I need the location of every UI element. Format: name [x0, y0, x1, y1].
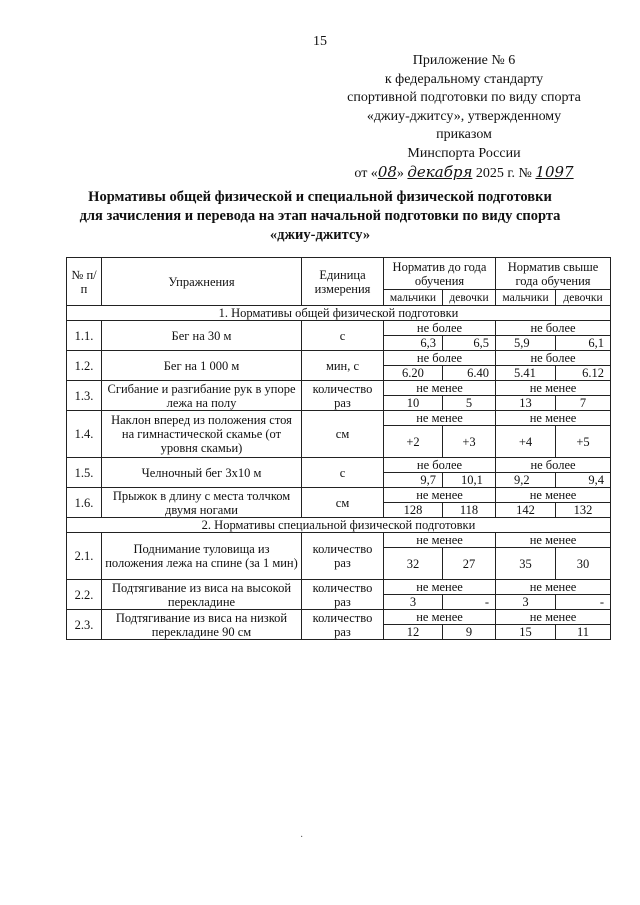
value-cell: 11 — [556, 625, 611, 640]
value-cell: - — [443, 595, 496, 610]
row-unit: количество раз — [302, 381, 384, 411]
row-unit: с — [302, 458, 384, 488]
row-condition: не более — [496, 321, 611, 336]
row-exercise: Сгибание и разгибание рук в упоре лежа на полу — [102, 381, 302, 411]
row-num: 1.3. — [67, 381, 102, 411]
value-cell: - — [556, 595, 611, 610]
row-exercise: Подтягивание из виса на высокой перекладине — [102, 580, 302, 610]
appendix-line: Приложение № 6 — [412, 53, 516, 68]
value-cell: 118 — [443, 503, 496, 518]
value-cell: 7 — [556, 396, 611, 411]
row-condition: не менее — [496, 411, 611, 426]
row-condition: не менее — [384, 411, 496, 426]
value-cell: 6,5 — [443, 336, 496, 351]
row-condition: не менее — [496, 381, 611, 396]
row-num: 1.2. — [67, 351, 102, 381]
header-boys: мальчики — [384, 290, 443, 306]
row-num: 1.6. — [67, 488, 102, 518]
title-line: Нормативы общей физической и специальной физической подготовки — [88, 189, 552, 205]
value-cell: 3 — [496, 595, 556, 610]
row-exercise: Наклон вперед из положения стоя на гимнастической скамье (от уровня скамьи) — [102, 411, 302, 458]
row-condition: не менее — [496, 610, 611, 625]
value-cell: 6.20 — [384, 366, 443, 381]
section-title: 1. Нормативы общей физической подготовки — [67, 306, 611, 321]
row-condition: не менее — [496, 533, 611, 548]
row-unit: количество раз — [302, 533, 384, 580]
value-cell: 15 — [496, 625, 556, 640]
value-cell: 6.40 — [443, 366, 496, 381]
header-girls: девочки — [556, 290, 611, 306]
row-exercise: Прыжок в длину с места толчком двумя ногами — [102, 488, 302, 518]
appendix-line: Минспорта России — [407, 145, 521, 161]
row-num: 2.3. — [67, 610, 102, 640]
row-unit: см — [302, 411, 384, 458]
title-line: для зачисления и перевода на этап начальной подготовки по виду спорта — [79, 208, 561, 224]
row-exercise: Подтягивание из виса на низкой перекладине 90 см — [102, 610, 302, 640]
value-cell: 5 — [443, 396, 496, 411]
header-num: № п/п — [67, 258, 102, 306]
appendix-line: «джиу-джитсу», утвержденному приказом — [366, 108, 562, 142]
value-cell: +3 — [443, 426, 496, 458]
row-unit: мин, с — [302, 351, 384, 381]
order-year: 2025 г. № — [475, 166, 532, 181]
row-condition: не менее — [384, 580, 496, 595]
row-unit: количество раз — [302, 580, 384, 610]
header-exercise: Упражнения — [102, 258, 302, 306]
header-norm-over-year: Норматив свыше года обучения — [496, 258, 611, 290]
value-cell: 9,4 — [556, 473, 611, 488]
value-cell: +2 — [384, 426, 443, 458]
row-num: 1.1. — [67, 321, 102, 351]
title-line: «джиу-джитсу» — [269, 227, 371, 243]
value-cell: 6,1 — [556, 336, 611, 351]
order-month-handwritten: декабря — [407, 163, 473, 181]
row-condition: не более — [496, 458, 611, 473]
row-condition: не менее — [384, 533, 496, 548]
scan-speck: · — [300, 832, 304, 843]
row-condition: не более — [496, 351, 611, 366]
value-cell: +4 — [496, 426, 556, 458]
value-cell: 6.12 — [556, 366, 611, 381]
appendix-line: спортивной подготовки по виду спорта — [347, 90, 581, 105]
row-condition: не менее — [384, 488, 496, 503]
order-mid: » — [396, 166, 404, 181]
page-number: 15 — [313, 34, 327, 49]
row-num: 2.2. — [67, 580, 102, 610]
row-num: 1.5. — [67, 458, 102, 488]
row-unit: количество раз — [302, 610, 384, 640]
value-cell: 12 — [384, 625, 443, 640]
row-condition: не менее — [496, 488, 611, 503]
row-condition: не менее — [384, 610, 496, 625]
value-cell: 32 — [384, 548, 443, 580]
header-norm-to-year: Норматив до года обучения — [384, 258, 496, 290]
value-cell: +5 — [556, 426, 611, 458]
document-title — [60, 188, 580, 245]
row-unit: с — [302, 321, 384, 351]
order-prefix: от « — [354, 166, 378, 181]
value-cell: 9 — [443, 625, 496, 640]
value-cell: 9,7 — [384, 473, 443, 488]
value-cell: 10,1 — [443, 473, 496, 488]
standards-table — [66, 257, 611, 640]
value-cell: 9,2 — [496, 473, 556, 488]
row-condition: не более — [384, 321, 496, 336]
value-cell: 3 — [384, 595, 443, 610]
value-cell: 5,9 — [496, 336, 556, 351]
header-boys: мальчики — [496, 290, 556, 306]
value-cell: 13 — [496, 396, 556, 411]
value-cell: 35 — [496, 548, 556, 580]
row-condition: не более — [384, 351, 496, 366]
order-number-handwritten: 1097 — [535, 163, 574, 181]
value-cell: 6,3 — [384, 336, 443, 351]
row-condition: не более — [384, 458, 496, 473]
value-cell: 30 — [556, 548, 611, 580]
header-girls: девочки — [443, 290, 496, 306]
row-exercise: Бег на 1 000 м — [102, 351, 302, 381]
value-cell: 142 — [496, 503, 556, 518]
row-exercise: Челночный бег 3х10 м — [102, 458, 302, 488]
row-exercise: Бег на 30 м — [102, 321, 302, 351]
appendix-line: к федеральному стандарту — [384, 71, 544, 87]
appendix-block — [340, 52, 588, 184]
value-cell: 132 — [556, 503, 611, 518]
row-num: 2.1. — [67, 533, 102, 580]
section-title: 2. Нормативы специальной физической подготовки — [67, 518, 611, 533]
value-cell: 128 — [384, 503, 443, 518]
row-unit: см — [302, 488, 384, 518]
order-day-handwritten: 08 — [377, 163, 397, 181]
header-unit: Единица измерения — [302, 258, 384, 306]
row-condition: не менее — [496, 580, 611, 595]
row-num: 1.4. — [67, 411, 102, 458]
value-cell: 5.41 — [496, 366, 556, 381]
value-cell: 10 — [384, 396, 443, 411]
order-line — [340, 163, 588, 184]
value-cell: 27 — [443, 548, 496, 580]
row-condition: не менее — [384, 381, 496, 396]
row-exercise: Поднимание туловища из положения лежа на спине (за 1 мин) — [102, 533, 302, 580]
